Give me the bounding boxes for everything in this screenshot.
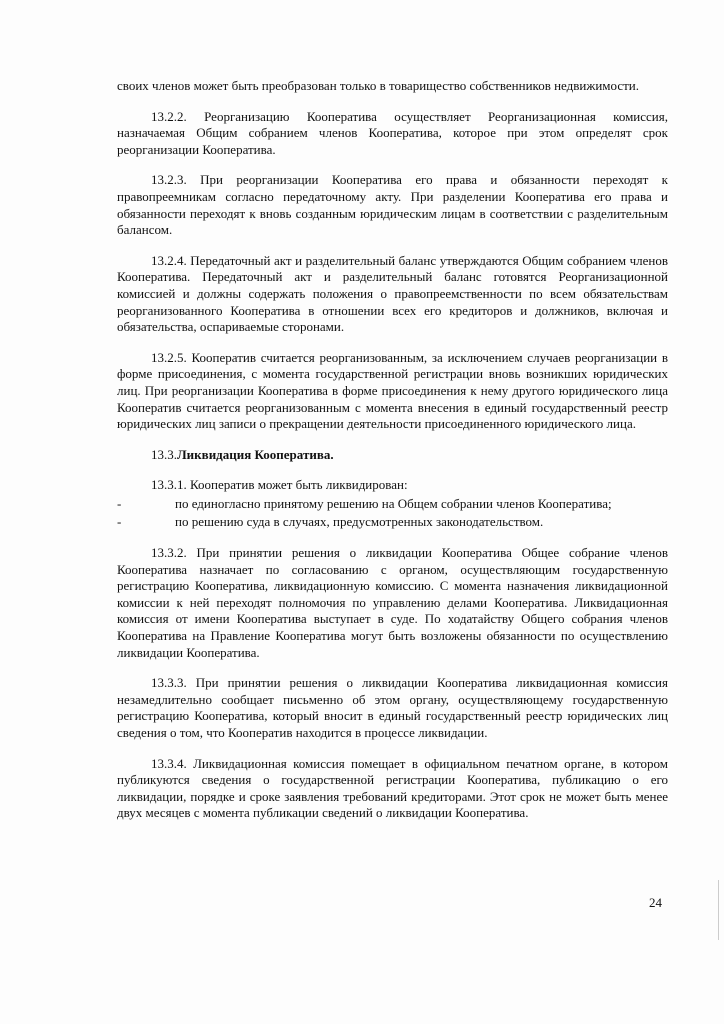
list-item — [117, 514, 668, 531]
clause-lead: 13.3.1. Кооператив может быть ликвидирован: — [151, 477, 408, 493]
section-number: 13.3. — [151, 446, 177, 462]
scan-edge-divider — [718, 880, 719, 940]
paragraph-text: 13.3.2. При принятии решения о ликвидации Кооператива Общее собрание членов Кооператива назначает по согласованию с органом, осуществляющим государственную регистрацию Кооператива, ликвидационную комиссию. С момента назначения ликвидационной комиссии к ней переходят полномочия по управлению делами Кооператива. Ликвидационная комиссия от имени Кооператива выступает в суде. По ходатайству Общего собрания членов Кооператива на Правление Кооператива могут быть возложены обязанности по осуществлению ликвидации Кооператива. — [117, 545, 668, 660]
document-body — [117, 78, 668, 836]
bullet-marker: - — [117, 495, 122, 511]
clause-13-3-4 — [117, 756, 668, 822]
page-number: 24 — [649, 895, 662, 910]
clause-13-3-3 — [117, 675, 668, 741]
paragraph-text: 13.2.4. Передаточный акт и разделительный баланс утверждаются Общим собранием членов Кооператива. Передаточный акт и разделительный баланс готовятся Реорганизационной комиссией и должны содержать положения о правопреемственности по всем обязательствам реорганизованного Кооператива в отношении всех его кредиторов и должников, включая и обязательства, оспариваемые сторонами. — [117, 252, 668, 335]
list-item-text: по единогласно принятому решению на Общем собрании членов Кооператива; — [175, 495, 612, 511]
paragraph-text: 13.3.4. Ликвидационная комиссия помещает в официальном печатном органе, в котором публикуются сведения о государственной регистрации Кооператива, публикацию о его ликвидации, порядке и сроке заявления требований кредиторами. Этот срок не может быть менее двух месяцев с момента публикации сведений о ликвидации Кооператива. — [117, 755, 668, 821]
list-item-text: по решению суда в случаях, предусмотренных законодательством. — [175, 514, 544, 530]
clause-13-2-5 — [117, 350, 668, 433]
clause-13-3-2 — [117, 545, 668, 661]
paragraph-text: 13.2.5. Кооператив считается реорганизованным, за исключением случаев реорганизации в форме присоединения, с момента государственной регистрации вновь возникших юридических лиц. При реорганизации Кооператива в форме присоединения к нему другого юридического лица Кооператив считается реорганизованным с момента внесения в единый государственный реестр юридических лиц записи о прекращении деятельности присоединенного юридического лица. — [117, 349, 668, 432]
clause-13-3-1 — [117, 477, 668, 531]
paragraph-text: своих членов может быть преобразован только в товарищество собственников недвижимости. — [117, 78, 640, 93]
paragraph-text: 13.2.3. При реорганизации Кооператива его права и обязанности переходят к правопреемникам согласно передаточному акту. При разделении Кооператива его права и обязанности переходят к вновь созданным юридическим лицам в соответствии с разделительным балансом. — [117, 172, 668, 238]
paragraph-text: 13.2.2. Реорганизацию Кооператива осуществляет Реорганизационная комиссия, назначаемая Общим собранием членов Кооператива, которое при этом определят срок реорганизации Кооператива. — [117, 108, 668, 157]
bullet-marker: - — [117, 514, 122, 530]
clause-13-2-3 — [117, 172, 668, 238]
paragraph-text: 13.3.3. При принятии решения о ликвидации Кооператива ликвидационная комиссия незамедлительно сообщает письменно об этом органу, осуществляющему государственную регистрацию Кооператива, который вносит в единый государственный реестр юридических лиц сведения о том, что Кооператив находится в процессе ликвидации. — [117, 675, 668, 740]
paragraph-continuation — [117, 78, 668, 95]
section-title: Ликвидация Кооператива. — [177, 446, 334, 462]
clause-13-2-2 — [117, 109, 668, 159]
clause-13-2-4 — [117, 253, 668, 336]
section-heading — [151, 447, 668, 464]
list-item — [117, 496, 668, 513]
